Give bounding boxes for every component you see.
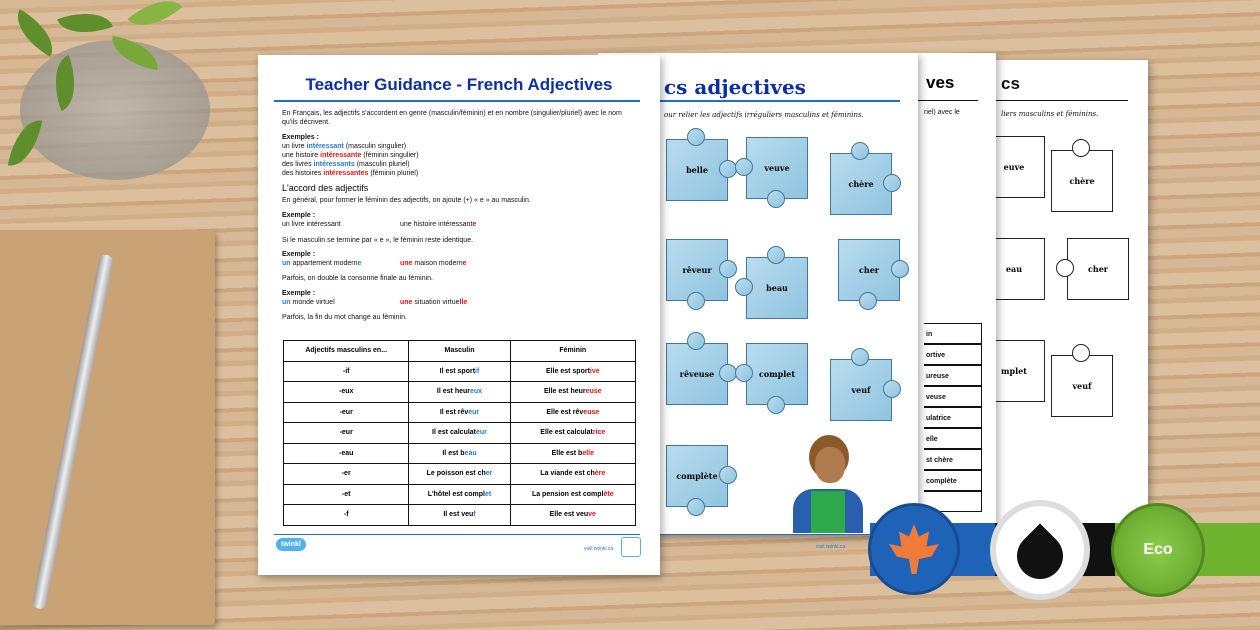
puzzle-piece[interactable] <box>830 359 892 421</box>
rule-3: Parfois, on double la consonne finale au féminin. <box>282 275 433 282</box>
piece-label: chère <box>1069 176 1095 186</box>
piece-label: rêveur <box>682 265 712 275</box>
table-row: -if Il est sportif Elle est sportive <box>284 361 636 382</box>
puzzle-piece[interactable] <box>838 239 900 301</box>
rule-2: Si le masculin se termine par « e », le féminin reste identique. <box>282 237 474 244</box>
table-row: -eux Il est heureux Elle est heureuse <box>284 382 636 403</box>
table-cell: elle <box>924 428 982 449</box>
table-cell: veuse <box>924 386 982 407</box>
example-label: Exemple : <box>282 290 316 297</box>
example-line: des livres intéressants (masculin pluriel) <box>282 161 410 168</box>
table-cell: ulatrice <box>924 407 982 428</box>
intro-text: En Français, les adjectifs s'accordent en genre (masculin/féminin) et en nombre (singulier/pluriel) avec le nom qu'ils décrivent. <box>282 110 622 126</box>
table-header: Féminin <box>510 341 635 362</box>
table-row: -eau Il est beau Elle est belle <box>284 443 636 464</box>
puzzle-piece[interactable] <box>746 343 808 405</box>
page-guidance-bw <box>918 53 996 533</box>
puzzle-piece[interactable] <box>666 343 728 405</box>
piece-label: complet <box>758 369 796 379</box>
table-row: -er Le poisson est cher La viande est chère <box>284 464 636 485</box>
table-header: Adjectifs masculins en... <box>284 341 409 362</box>
example-1-fem: une histoire intéressante <box>400 221 477 228</box>
section-intro: En général, pour former le féminin des adjectifs, on ajoute (+) « e » au masculin. <box>282 197 531 204</box>
page3-table <box>924 323 982 512</box>
piece-label: euve <box>1003 162 1025 172</box>
plant-leaves <box>0 0 220 180</box>
piece-label: eau <box>1005 264 1023 274</box>
ink-saver-badge <box>990 500 1090 600</box>
piece-label: veuf <box>1072 381 1092 391</box>
piece-label: chère <box>848 179 874 189</box>
piece-label: complète <box>676 471 718 481</box>
example-label: Exemple : <box>282 212 316 219</box>
thinking-child-illustration <box>793 433 863 533</box>
rule-4: Parfois, la fin du mot change au féminin. <box>282 314 407 321</box>
piece-label: veuve <box>764 163 790 173</box>
section-title: L'accord des adjectifs <box>282 183 369 193</box>
example-3-masc: un monde virtuel <box>282 299 335 306</box>
piece-label: veuf <box>851 385 871 395</box>
page-puzzle-bw <box>993 60 1148 528</box>
examples-label: Exemples : <box>282 134 319 141</box>
puzzle-piece[interactable] <box>746 137 808 199</box>
page4-title: cs <box>1001 74 1020 93</box>
twinkl-logo: twinkl <box>276 538 306 551</box>
table-row: -f Il est veuf Elle est veuve <box>284 505 636 526</box>
maple-leaf-icon <box>889 524 939 574</box>
page3-title: ves <box>926 73 955 92</box>
example-line: une histoire intéressante (féminin singulier) <box>282 152 419 159</box>
ink-drop-icon <box>1007 523 1072 588</box>
table-row: -eur Il est rêveur Elle est rêveuse <box>284 402 636 423</box>
table-cell: st chère <box>924 449 982 470</box>
piece-label: beau <box>766 283 788 293</box>
eco-badge <box>1111 503 1205 597</box>
eco-label: Eco <box>1143 541 1173 558</box>
guidance-title: Teacher Guidance - French Adjectives <box>305 75 613 94</box>
piece-label: cher <box>859 265 879 275</box>
puzzle-piece[interactable] <box>666 239 728 301</box>
table-cell: complète <box>924 470 982 491</box>
examples-list <box>282 142 419 178</box>
piece-label: rêveuse <box>679 369 715 379</box>
page4-instruction: liers masculins et féminins. <box>1001 110 1099 118</box>
example-2-masc: un appartement moderne <box>282 260 362 267</box>
example-2-fem: une maison moderne <box>400 260 467 267</box>
example-line: des histoires intéressantes (féminin pluriel) <box>282 170 419 177</box>
example-line: un livre intéressant (masculin singulier) <box>282 143 407 150</box>
table-header: Masculin <box>409 341 510 362</box>
adjectives-table <box>283 340 636 526</box>
table-cell: in <box>924 323 982 344</box>
puzzle-title: cs adjectives <box>664 75 806 99</box>
piece-label: belle <box>686 165 708 175</box>
notebook <box>0 230 215 625</box>
table-cell: ortive <box>924 344 982 365</box>
example-1-masc: un livre intéressant <box>282 221 341 228</box>
canada-maple-badge <box>868 503 960 595</box>
puzzle-piece[interactable] <box>666 445 728 507</box>
piece-label: cher <box>1088 264 1108 274</box>
puzzle-instruction: our relier les adjectifs irréguliers masculins et féminins. <box>664 111 864 119</box>
example-3-fem: une situation virtuelle <box>400 299 468 306</box>
puzzle-piece[interactable] <box>666 139 728 201</box>
page-teacher-guidance <box>258 55 660 575</box>
footer-link[interactable]: visit twinkl.ca <box>584 546 614 552</box>
table-row: -eur Il est calculateur Elle est calculatrice <box>284 423 636 444</box>
example-label: Exemple : <box>282 251 316 258</box>
puzzle-piece[interactable] <box>746 257 808 319</box>
table-cell: ureuse <box>924 365 982 386</box>
puzzle-piece[interactable] <box>830 153 892 215</box>
piece-label: mplet <box>1001 366 1027 376</box>
footer-link[interactable]: visit twinkl.ca <box>816 544 846 550</box>
table-row: -et L'hôtel est complet La pension est complète <box>284 484 636 505</box>
page3-intro: riel) avec le <box>924 109 960 116</box>
twinkl-badge-icon <box>621 537 641 557</box>
